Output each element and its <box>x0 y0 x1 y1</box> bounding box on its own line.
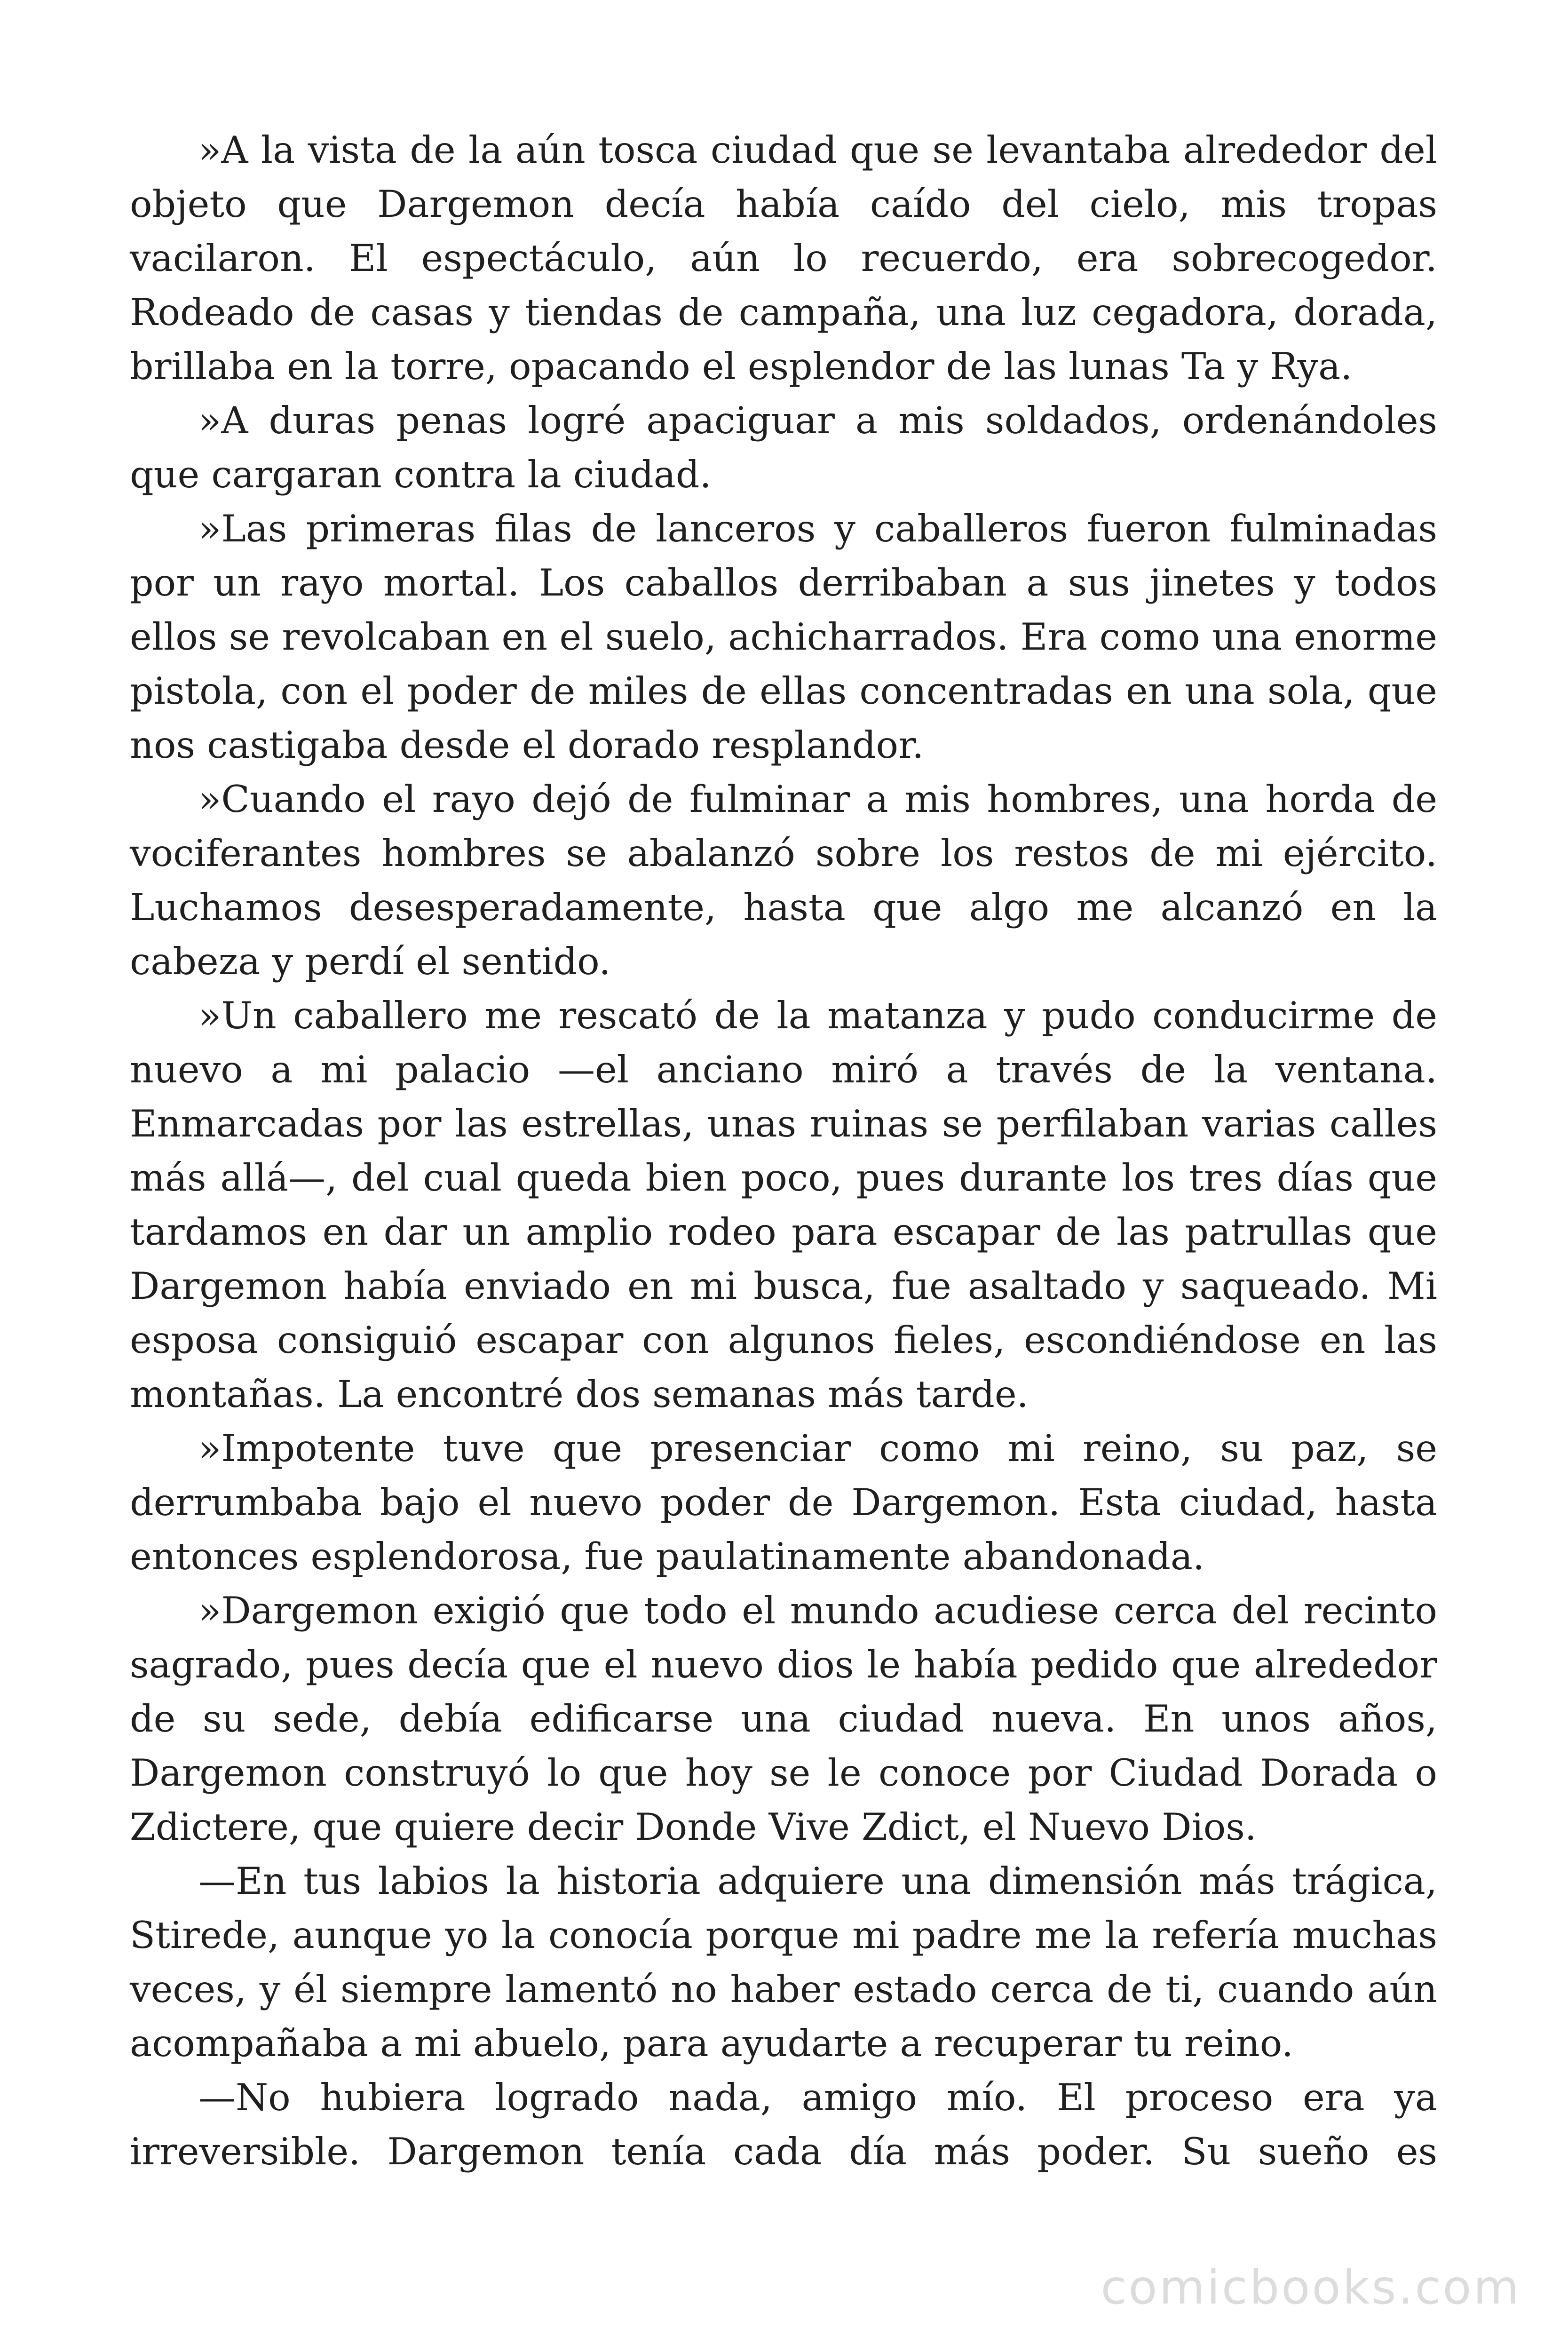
paragraph-5: »Un caballero me rescató de la matanza y pudo conducirme de nuevo a mi palacio —el anciano miró a través de la ventana. Enmarcadas por las estrellas, unas ruinas se perfilaban varias calles más allá—, del cual queda bien poco, pues durante los tres días que tardamos en dar un amplio rodeo para escapar de las patrullas que Dargemon había enviado en mi busca, fue asaltado y saqueado. Mi esposa consiguió escapar con algunos fieles, escondiéndose en las montañas. La encontré dos semanas más tarde. <box>130 994 1437 1416</box>
paragraph-2: »A duras penas logré apaciguar a mis soldados, ordenándoles que cargaran contra la ciudad. <box>130 399 1437 496</box>
paragraph-4: »Cuando el rayo dejó de fulminar a mis hombres, una horda de vociferantes hombres se abalanzó sobre los restos de mi ejército. Luchamos desesperadamente, hasta que algo me alcanzó en la cabeza y perdí el sentido. <box>130 778 1437 983</box>
paragraph-7: »Dargemon exigió que todo el mundo acudiese cerca del recinto sagrado, pues decía que el nuevo dios le había pedido que alrededor de su sede, debía edificarse una ciudad nueva. En unos años, Dargemon construyó lo que hoy se le conoce por Ciudad Dorada o Zdictere, que quiere decir Donde Vive Zdict, el Nuevo Dios. <box>130 1589 1437 1849</box>
paragraph-8: —En tus labios la historia adquiere una dimensión más trágica, Stirede, aunque yo la conocía porque mi padre me la refería muchas veces, y él siempre lamentó no haber estado cerca de ti, cuando aún acompañaba a mi abuelo, para ayudarte a recuperar tu reino. <box>130 1859 1437 2065</box>
paragraph-3: »Las primeras filas de lanceros y caballeros fueron fulminadas por un rayo mortal. Los caballos derribaban a sus jinetes y todos ellos se revolcaban en el suelo, achicharrados. Era como una enorme pistola, con el poder de miles de ellas concentradas en una sola, que nos castigaba desde el dorado resplandor. <box>130 507 1437 767</box>
watermark: comicbooks.com <box>1101 2260 1521 2315</box>
paragraph-9: —No hubiera logrado nada, amigo mío. El proceso era ya irreversible. Dargemon tenía cada día más poder. Su sueño es <box>130 2076 1437 2173</box>
paragraph-1: »A la vista de la aún tosca ciudad que se levantaba alrededor del objeto que Dargemon decía había caído del cielo, mis tropas vacilaron. El espectáculo, aún lo recuerdo, era sobrecogedor. Rodeado de casas y tiendas de campaña, una luz cegadora, dorada, brillaba en la torre, opacando el esplendor de las lunas Ta y Rya. <box>130 128 1437 388</box>
book-page-text <box>130 123 1437 2179</box>
paragraph-6: »Impotente tuve que presenciar como mi reino, su paz, se derrumbaba bajo el nuevo poder de Dargemon. Esta ciudad, hasta entonces esplendorosa, fue paulatinamente abandonada. <box>130 1427 1437 1578</box>
